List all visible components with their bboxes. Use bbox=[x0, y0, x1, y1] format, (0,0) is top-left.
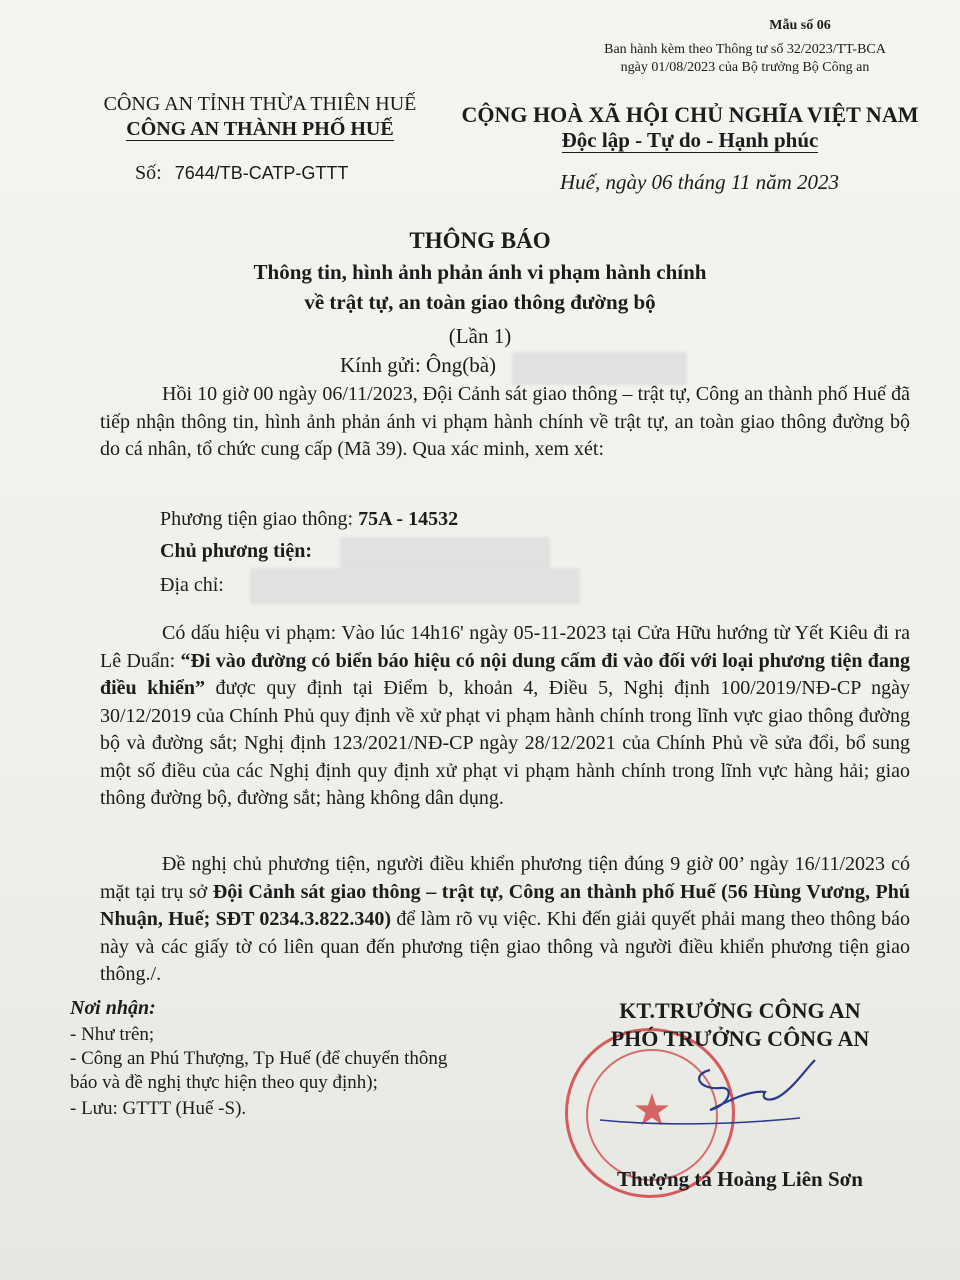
owner-field bbox=[160, 540, 312, 563]
vehicle-label: Phương tiện giao thông: bbox=[160, 508, 354, 530]
signer-role-2: PHÓ TRƯỞNG CÔNG AN bbox=[610, 1026, 870, 1051]
form-number: Mẫu số 06 bbox=[769, 18, 831, 33]
recipient-item-2b: báo và đề nghị thực hiện theo quy định); bbox=[70, 1072, 378, 1093]
violation-quote: “Đi vào đường có biển báo hiệu có nội dung cấm đi vào đối với loại phương tiện đang điều khiển” bbox=[100, 649, 910, 699]
agency-name bbox=[60, 118, 460, 141]
national-motto bbox=[455, 128, 925, 153]
document-round: (Lần 1) bbox=[448, 324, 512, 348]
recipients-heading: Nơi nhận: bbox=[70, 997, 156, 1019]
national-title: CỘNG HOÀ XÃ HỘI CHỦ NGHĨA VIỆT NAM bbox=[461, 102, 919, 127]
document-number-label: Số: bbox=[135, 162, 162, 184]
owner-label: Chủ phương tiện: bbox=[160, 540, 313, 562]
national-motto-text: Độc lập - Tự do - Hạnh phúc bbox=[561, 128, 819, 152]
recipient-item-2: - Công an Phú Thượng, Tp Huế (để chuyển thông bbox=[70, 1048, 448, 1069]
request-intro: Đề nghị chủ phương tiện, người điều khiển phương tiện đúng 9 giờ 00’ ngày 16/11/2023 có mặt tại trụ sở bbox=[100, 853, 910, 903]
agency-parent: CÔNG AN TỈNH THỪA THIÊN HUẾ bbox=[103, 93, 417, 115]
recipient-item-1: - Như trên; bbox=[70, 1024, 155, 1045]
redacted-owner bbox=[340, 537, 550, 570]
violation-intro: Có dấu hiệu vi phạm: Vào lúc 14h16' ngày 05-11-2023 tại Cửa Hữu hướng từ Yết Kiêu đi ra Lê Duẩn: bbox=[100, 622, 910, 672]
address-label: Địa chỉ: bbox=[160, 574, 224, 596]
document-title: THÔNG BÁO bbox=[409, 228, 551, 253]
violation-rest: được quy định tại Điểm b, khoản 4, Điều 5, Nghị định 100/2019/NĐ-CP ngày 30/12/2019 của Chính Phủ quy định về xử phạt vi phạm hành chính trong lĩnh vực giao thông đường bộ và đường sắt; Nghị định 123/2021/NĐ-CP ngày 28/12/2021 của Chính Phủ về sửa đổi, bổ sung một số điều của các Nghị định quy định xử phạt vi phạm hành chính trong lĩnh vực hàng hải; giao thông đường bộ, đường sắt; hàng không dân dụng. bbox=[100, 677, 911, 809]
intro-paragraph bbox=[100, 381, 910, 464]
agency-name-text: CÔNG AN THÀNH PHỐ HUẾ bbox=[126, 118, 394, 140]
document-number-value: 7644/TB-CATP-GTTT bbox=[174, 163, 349, 183]
signer-name: Thượng tá Hoàng Liên Sơn bbox=[617, 1167, 863, 1191]
request-place: Đội Cảnh sát giao thông – trật tự, Công an thành phố Huế (56 Hùng Vương, Phú Nhuận, Huế; SĐT 0234.3.822.340) bbox=[100, 880, 910, 930]
signer-role-1: KT.TRƯỞNG CÔNG AN bbox=[619, 998, 861, 1023]
vehicle-plate: 75A - 14532 bbox=[358, 508, 459, 530]
form-issued-line: Ban hành kèm theo Thông tư số 32/2023/TT-BCA bbox=[604, 42, 886, 57]
redacted-address bbox=[250, 568, 580, 604]
recipient-line: Kính gửi: Ông(bà) bbox=[340, 353, 497, 377]
request-paragraph bbox=[100, 851, 910, 989]
document-number bbox=[135, 162, 348, 185]
violation-paragraph bbox=[100, 620, 910, 813]
document-date: Huế, ngày 06 tháng 11 năm 2023 bbox=[560, 170, 839, 194]
recipient-item-3: - Lưu: GTTT (Huế -S). bbox=[70, 1098, 247, 1119]
document-subtitle-1: Thông tin, hình ảnh phản ánh vi phạm hành chính bbox=[253, 260, 707, 284]
form-date-line: ngày 01/08/2023 của Bộ trưởng Bộ Công an bbox=[620, 60, 870, 75]
address-field bbox=[160, 574, 224, 597]
request-rest: để làm rõ vụ việc. Khi đến giải quyết phải mang theo thông báo này và các giấy tờ có liên quan đến phương tiện giao thông và người điều khiển phương tiện giao thông./. bbox=[100, 908, 911, 985]
intro-text: Hồi 10 giờ 00 ngày 06/11/2023, Đội Cảnh sát giao thông – trật tự, Công an thành phố Huế đã tiếp nhận thông tin, hình ảnh phản ánh vi phạm hành chính về trật tự, an toàn giao thông đường bộ do cá nhân, tổ chức cung cấp (Mã 39). Qua xác minh, xem xét: bbox=[100, 383, 910, 460]
document-subtitle-2: về trật tự, an toàn giao thông đường bộ bbox=[304, 290, 656, 314]
vehicle-field bbox=[160, 508, 458, 531]
star-icon: ★ bbox=[632, 1085, 672, 1136]
